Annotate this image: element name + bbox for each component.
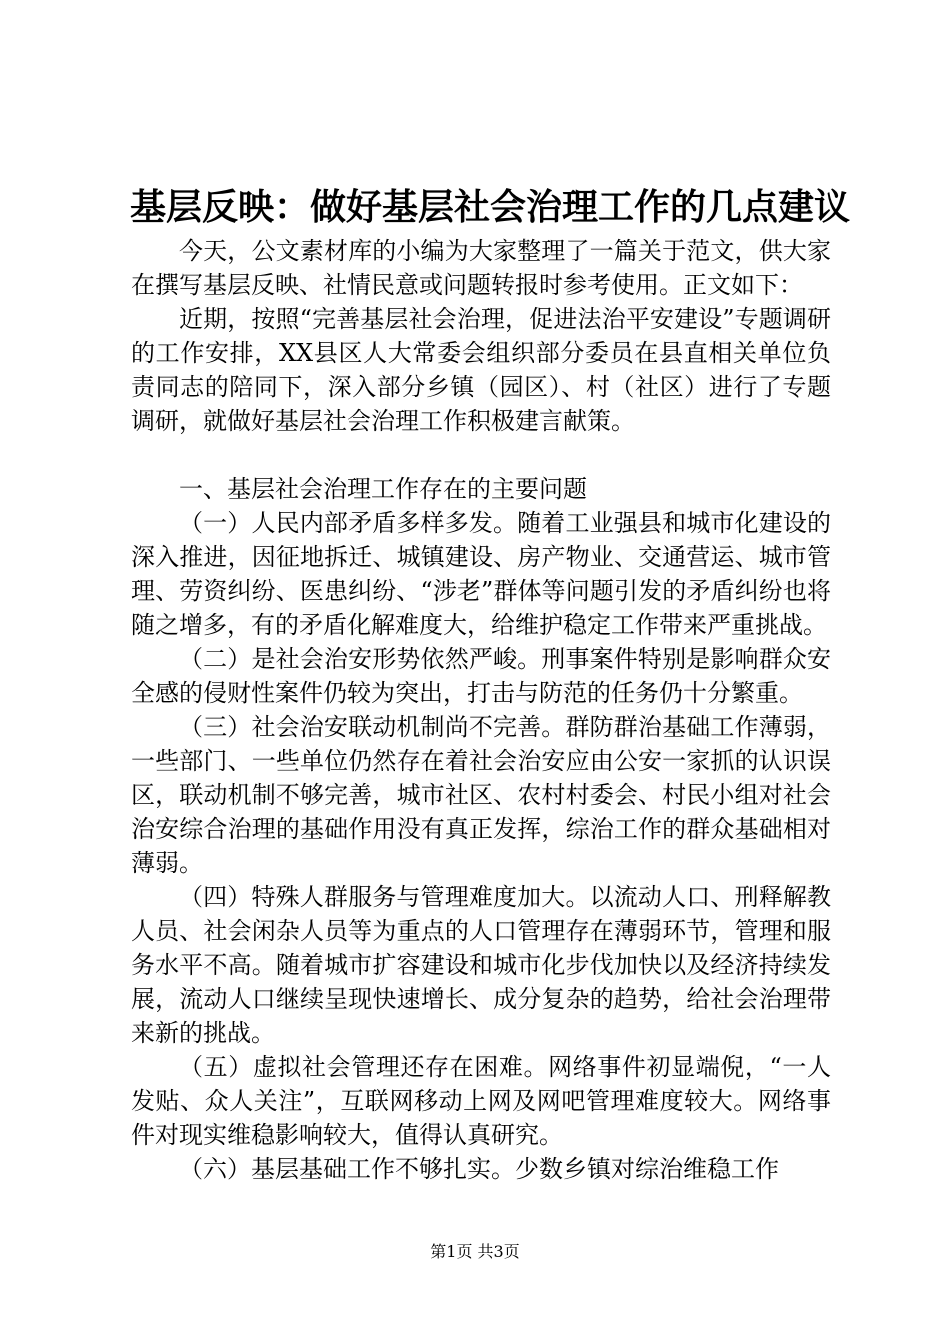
background-paragraph: 近期，按照“完善基层社会治理，促进法治平安建设”专题调研的工作安排，XX县区人大常委会组织部分委员在县直相关单位负责同志的陪同下，深入部分乡镇（园区）、村（社区）进行了专题调研，就做好基层社会治理工作积极建言献策。 bbox=[131, 305, 831, 435]
issue-paragraph-1: （一）人民内部矛盾多样多发。随着工业强县和城市化建设的深入推进，因征地拆迁、城镇建设、房产物业、交通营运、城市管理、劳资纠纷、医患纠纷、“涉老”群体等问题引发的矛盾纠纷也将随之增多，有的矛盾化解难度大，给维护稳定工作带来严重挑战。 bbox=[131, 509, 831, 639]
section-heading: 一、基层社会治理工作存在的主要问题 bbox=[179, 475, 587, 503]
issue-paragraph-4: （四）特殊人群服务与管理难度加大。以流动人口、刑释解教人员、社会闲杂人员等为重点的人口管理存在薄弱环节，管理和服务水平不高。随着城市扩容建设和城市化步伐加快以及经济持续发展，流动人口继续呈现快速增长、成分复杂的趋势，给社会治理带来新的挑战。 bbox=[131, 883, 831, 1047]
issue-paragraph-6: （六）基层基础工作不够扎实。少数乡镇对综治维稳工作 bbox=[179, 1155, 779, 1183]
document-title: 基层反映：做好基层社会治理工作的几点建议 bbox=[130, 186, 851, 228]
issue-paragraph-5: （五）虚拟社会管理还存在困难。网络事件初显端倪，“一人发贴、众人关注”，互联网移动上网及网吧管理难度较大。网络事件对现实维稳影响较大，值得认真研究。 bbox=[131, 1053, 831, 1149]
issue-paragraph-2: （二）是社会治安形势依然严峻。刑事案件特别是影响群众安全感的侵财性案件仍较为突出，打击与防范的任务仍十分繁重。 bbox=[131, 645, 831, 707]
intro-paragraph: 今天，公文素材库的小编为大家整理了一篇关于范文，供大家在撰写基层反映、社情民意或问题转报时参考使用。正文如下： bbox=[131, 237, 831, 299]
document-body bbox=[131, 234, 831, 1186]
issue-paragraph-3: （三）社会治安联动机制尚不完善。群防群治基础工作薄弱，一些部门、一些单位仍然存在着社会治安应由公安一家抓的认识误区，联动机制不够完善，城市社区、农村村委会、村民小组对社会治安综合治理的基础作用没有真正发挥，综治工作的群众基础相对薄弱。 bbox=[131, 713, 831, 877]
page-footer: 第1页 共3页 bbox=[430, 1242, 520, 1261]
